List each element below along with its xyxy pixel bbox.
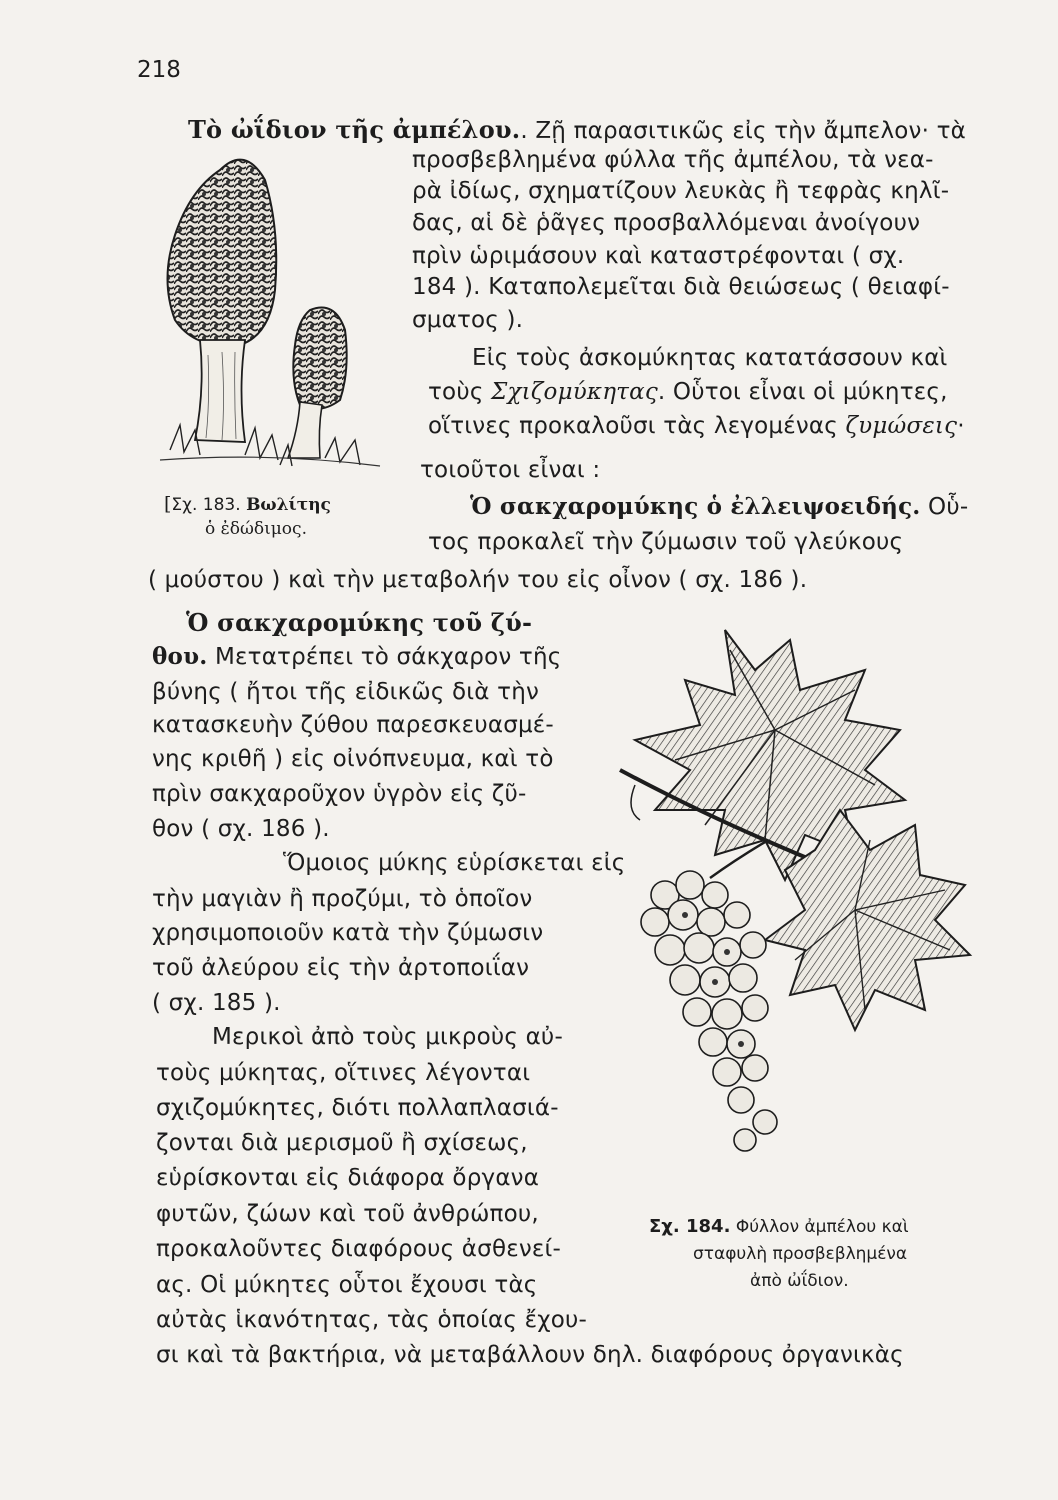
section1-line-9a: τοὺς: [428, 379, 492, 405]
section3-heading-end: θου.: [152, 643, 208, 670]
section1-line-8: Εἰς τοὺς ἀσκομύκητας κατατάσσουν καὶ: [472, 345, 948, 371]
section2-first-line: [470, 492, 968, 522]
section3-line-3: κατασκευὴν ζύθου παρεσκευασμέ-: [152, 712, 554, 738]
section5-line-3: σχιζομύκητες, διότι πολλαπλασιά-: [156, 1095, 559, 1121]
section1-line-6: 184 ). Καταπολεμεῖται διὰ θειώσεως ( θειαφί-: [412, 274, 950, 300]
section1-line-7: σματος ).: [412, 307, 524, 333]
fig183-caption-line-2: ὁ ἐδώδιμος.: [205, 519, 307, 539]
fig184-text-1: Φύλλον ἀμπέλου καὶ: [735, 1217, 909, 1237]
section5-line-8: ας. Οἱ μύκητες οὗτοι ἔχουσι τὰς: [156, 1272, 538, 1298]
section1-line-4: δας, αἱ δὲ ῥᾶγες προσβαλλόμεναι ἀνοίγουν: [412, 210, 921, 236]
section1-line-9: [428, 377, 948, 407]
fig184-number: Σχ. 184.: [649, 1216, 731, 1237]
section4-line-1: Ὅμοιος μύκης εὑρίσκεται εἰς: [283, 850, 626, 876]
section5-line-5: εὑρίσκονται εἰς διάφορα ὄργανα: [156, 1165, 540, 1191]
page-number: 218: [137, 57, 181, 83]
section3-line-2: βύνης ( ἤτοι τῆς εἰδικῶς διὰ τὴν: [152, 679, 540, 705]
section5-line-1: Μερικοὶ ἀπὸ τοὺς μικροὺς αὐ-: [212, 1024, 563, 1050]
section1-line-3: ρὰ ἰδίως, σχηματίζουν λευκὰς ἢ τεφρὰς κηλῖ-: [412, 178, 950, 204]
section3-line-1-tail: Μετατρέπει τὸ σάκχαρον τῆς: [207, 644, 562, 670]
section2-line-3: ( μούστου ) καὶ τὴν μεταβολήν του εἰς οἶνον ( σχ. 186 ).: [148, 567, 808, 593]
fig184-caption-line-2: σταφυλὴ προσβεβλημένα: [693, 1244, 908, 1264]
morel-mushroom-illustration: [150, 140, 390, 480]
section3-line-1: [152, 642, 561, 672]
section4-line-2: τὴν μαγιὰν ἢ προζύμι, τὸ ὁποῖον: [152, 886, 533, 912]
section4-line-3: χρησιμοποιοῦν κατὰ τὴν ζύμωσιν: [152, 920, 544, 946]
fig183-number: Σχ. 183.: [171, 495, 241, 515]
section2-heading-tail: Οὗ-: [920, 494, 969, 520]
fig183-title: Βωλίτης: [246, 495, 331, 515]
section4-line-4: τοῦ ἀλεύρου εἰς τὴν ἀρτοποιΐαν: [152, 955, 530, 981]
section1-line-10: [428, 411, 965, 441]
section5-line-9: αὐτὰς ἱκανότητας, τὰς ὁποίας ἔχου-: [156, 1307, 588, 1333]
grape-leaf-and-cluster-illustration: [615, 610, 985, 1200]
section1-line-9-italic: Σχιζομύκητας: [491, 379, 658, 405]
fig184-caption-line-3: ἀπὸ ὠΐδιον.: [750, 1271, 849, 1291]
section3-heading: Ὁ σακχαρομύκης τοῦ ζύ-: [186, 608, 533, 637]
section1-heading: Τὸ ὠΐδιον τῆς ἀμπέλου.: [188, 115, 521, 144]
section5-line-2: τοὺς μύκητας, οἵτινες λέγονται: [156, 1060, 531, 1086]
section1-line-11: τοιοῦτοι εἶναι :: [420, 457, 601, 483]
section5-line-10: σι καὶ τὰ βακτήρια, νὰ μεταβάλλουν δηλ. διαφόρους ὀργανικὰς: [156, 1342, 904, 1368]
section5-line-7: προκαλοῦντες διαφόρους ἀσθενεί-: [156, 1236, 562, 1262]
section5-line-6: φυτῶν, ζώων καὶ τοῦ ἀνθρώπου,: [156, 1201, 539, 1227]
fig184-caption-line-1: [649, 1216, 909, 1238]
section1-line-10a: οἵτινες προκαλοῦσι τὰς λεγομένας: [428, 413, 846, 439]
section4-line-5: ( σχ. 185 ).: [152, 990, 281, 1016]
section1-line-10b: ·: [957, 413, 965, 439]
section3-line-5: πρὶν σακχαροῦχον ὑγρὸν εἰς ζῦ-: [152, 781, 527, 807]
section1-line-9b: . Οὗτοι εἶναι οἱ μύκητες,: [657, 379, 948, 405]
section1-line-1: . Ζῇ παρασιτικῶς εἰς τὴν ἄμπελον· τὰ: [520, 118, 967, 144]
section5-line-4: ζονται διὰ μερισμοῦ ἢ σχίσεως,: [156, 1130, 528, 1156]
section3-line-4: νης κριθῆ ) εἰς οἰνόπνευμα, καὶ τὸ: [152, 746, 554, 772]
section1-line-2: προσβεβλημένα φύλλα τῆς ἀμπέλου, τὰ νεα-: [412, 147, 934, 173]
fig183-caption-line-1: [Σχ. 183. Βωλίτης: [164, 493, 331, 515]
section2-heading: Ὁ σακχαρομύκης ὁ ἐλλειψοειδής.: [470, 493, 921, 520]
section1-line-10-italic: ζυμώσεις: [845, 413, 958, 439]
section2-line-2: τος προκαλεῖ τὴν ζύμωσιν τοῦ γλεύκους: [428, 529, 904, 555]
section3-line-6: θον ( σχ. 186 ).: [152, 816, 330, 842]
section1-line-5: πρὶν ὡριμάσουν καὶ καταστρέφονται ( σχ.: [412, 243, 905, 269]
